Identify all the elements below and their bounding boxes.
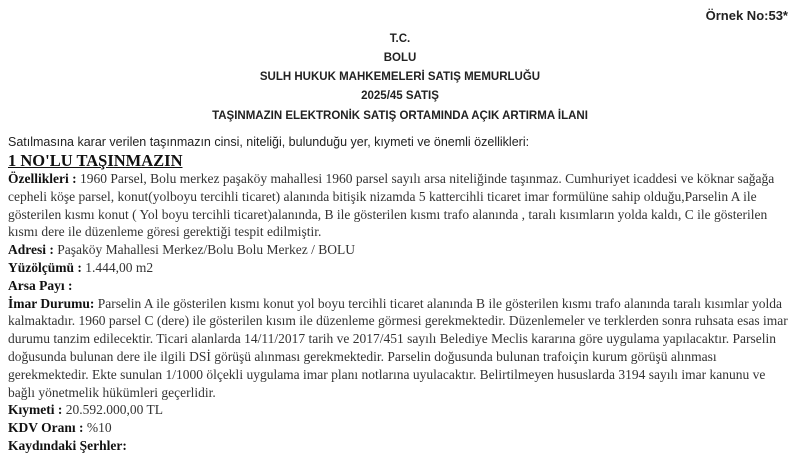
header-tc: T.C.	[389, 33, 411, 45]
announcement-title: TAŞINMAZIN ELEKTRONİK SATIŞ ORTAMINDA AÇIK ARTIRMA İLANI	[212, 110, 588, 122]
field-arsa-payi	[8, 277, 792, 295]
field-value: 1960 Parsel, Bolu merkez paşaköy mahallesi 1960 parsel sayılı arsa niteliğinde taşınmaz. Cumhuriyet icaddesi ve köknar sağağa cepheli köşe parsel, konut(yolboyu tercihli ticaret) alanında bitişik nizamda 5 kattercihli ticaret imar formülüne sahip olduğu,Parselin A ile gösterilen kısmı konut ( Yol boyu tercihli ticaret)alanında, B ile gösterilen kısmı trafo alanında , taralı kısımların yolda kaldı, C ile gösterilen kısmı dere ile düzenleme göresi gerektiği tespit edilmiştir.	[8, 171, 775, 240]
field-label: Adresi :	[8, 242, 54, 258]
header-file-number: 2025/45 SATIŞ	[361, 90, 439, 102]
field-label: Kıymeti :	[8, 402, 63, 418]
field-adres	[8, 241, 792, 259]
intro-text: Satılmasına karar verilen taşınmazın cinsi, niteliği, bulunduğu yer, kıymeti ve önemli özellikleri:	[8, 135, 530, 149]
field-yuzolcumu	[8, 259, 792, 277]
field-label: Yüzölçümü :	[8, 259, 82, 275]
field-value: 1.444,00 m2	[81, 259, 154, 275]
field-kiymeti	[8, 401, 792, 419]
field-value: Parselin A ile gösterilen kısmı konut yol boyu tercihli ticaret alanında B ile gösterilen kısmı trafo alanında taralı kısımlar yolda kalmaktadır. 1960 parsel C (dere) ile gösterilen kısım ile düzenleme görmesi gerekmektedir. Düzenlemeler ve terklerden sonra ruhsata esas imar durumu tanzim edilecektir. Ticari alanlarda 14/11/2017 tarih ve 2017/451 sayılı Belediye Meclis kararına göre uygulama yapılacaktır. Parselin doğusunda bulunan dere ile ilgili DSİ görüşü alınması gerekmektedir. Parselin doğusunda bulunan trafoiçin kurum görüşü alınması gerekmektedir. Ekte sunulan 1/1000 ölçekli uygulama imar planı notlarına uyulacaktır. Belirtilmeyen hususlarda 3194 sayılı imar kanunu ve bağlı yönetmelik hükümleri geçerlidir.	[8, 295, 788, 400]
field-label: Arsa Payı :	[8, 277, 73, 293]
field-kayit-serhler	[8, 437, 792, 455]
field-value: 20.592.000,00 TL	[62, 402, 163, 418]
example-number: Örnek No:53*	[705, 8, 788, 23]
header-city: BOLU	[383, 52, 417, 64]
document-header	[0, 30, 800, 106]
field-label: Kaydındaki Şerhler:	[8, 437, 127, 453]
field-label: KDV Oranı :	[8, 420, 84, 436]
field-label: Özellikleri :	[8, 171, 77, 186]
header-office: SULH HUKUK MAHKEMELERİ SATIŞ MEMURLUĞU	[259, 71, 541, 83]
field-label: İmar Durumu:	[8, 295, 95, 311]
field-ozellikler	[8, 170, 792, 241]
field-kdv	[8, 419, 792, 437]
field-value: Paşaköy Mahallesi Merkez/Bolu Bolu Merkez / BOLU	[53, 242, 355, 258]
field-imar	[8, 295, 792, 402]
field-value: %10	[83, 420, 112, 436]
document-body	[8, 134, 792, 455]
property-heading: 1 NO'LU TAŞINMAZIN	[8, 151, 183, 170]
